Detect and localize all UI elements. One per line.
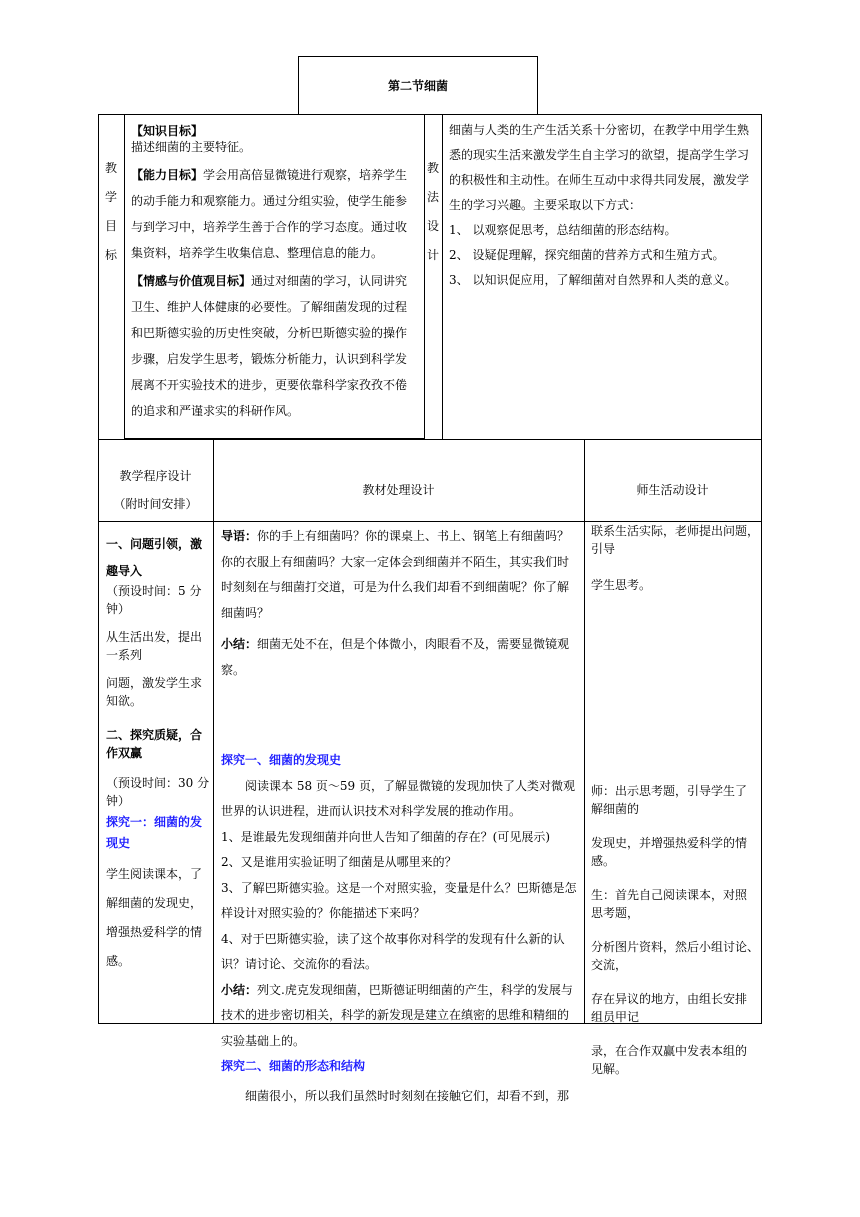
explore2-heading: 探究二、细菌的形态和结构 [221,1059,366,1073]
question-item: 3、了解巴斯德实验。这是一个对照实验，变量是什么？巴斯德是怎 [221,880,577,895]
header-activity: 师生活动设计 [636,483,709,497]
method-item: 2、 设疑促理解，探究细菌的营养方式和生殖方式。 [449,248,725,262]
ability-heading: 【能力目标】 [131,168,204,182]
activity-column: 联系生活实际，老师提出问题， 引导 学生思考。 师：出示思考题，引导学生了 解细菌的 发现史，并增强热爱科学的情 感。 生：首先自己阅读课本，对照 思考题， 分析图片资料，然后小组讨论、 交流， 存在异议的地方，由组长安排 组员甲记 录，在合作双赢中发表本组的 见解。 [591,524,760,1076]
page-title: 第二节细菌 [387,79,448,93]
section2-title: 二、探究质疑，合 [106,728,203,742]
explore1-heading: 探究一、细菌的发现史 [221,753,342,767]
question-item: 1、是谁最先发现细菌并向世人告知了细菌的存在？(可见展示) [221,829,551,844]
summary1-label: 小结： [221,637,258,651]
material-column: 导语：你的手上有细菌吗？你的课桌上、书上、钢笔上有细菌吗？ 你的衣服上有细菌吗？大家一定体会到细菌并不陌生，其实我们时 时刻刻在与细菌打交道，可是为什么我们却看不到细菌呢？你了解 细菌吗？ 小结：细菌无处不在，但是个体微小，肉眼看不及，需要显微镜观 察。 探究一、细菌的发现史 阅读课本 58 页～59 页，了解显微镜的发现加快了人类对微观 世界的认识进程，进而认识技术对科学发展的推动作用。 1、是谁最先发现细菌并向世人告知了细菌的存在？(可见展示) 2、又是谁用实验证明了细菌是从哪里来的？ 3、了解巴斯德实验。这是一个对照实验，变量是什么？巴斯德是怎 样设计对照实验的？你能描述下来吗？ 4、对于巴斯德实验，读了这个故事你对科学的发现有什么新的认 识？请讨论、交流你的看法。 小结：列文.虎克发现细菌，巴斯德证明细菌的产生，科学的发展与 技术的进步密切相关，科学的新发现是建立在缜密的思维和精细的 实验基础上的。 探究二、细菌的形态和结构 细菌很小，所以我们虽然时时刻刻在接触它们，却看不到，那 [221,524,583,1109]
header-material: 教材处理设计 [362,483,435,497]
page-title-box [298,56,538,115]
section1-title: 一、问题引领，激 [106,537,203,551]
goals-content: 【知识目标】 描述细菌的主要特征。 【能力目标】学会用高倍显微镜进行观察，培养学生 的动手能力和观察能力。通过分组实验，使学生能参 与到学习中，培养学生善于合作的学习态度。通过收 集资料，培养学生收集信息、整理信息的能力。 【情感与价值观目标】通过对细菌的学习，认同讲究 卫生、维护人体健康的必要性。了解细菌发现的过程 和巴斯德实验的历史性突破，分析巴斯德实验的操作 步骤，启发学生思考，锻炼分析能力，认识到科学发 展离不开实验技术的进步，更要依靠科学家孜孜不倦 的追求和严谨求实的科研作风。 [131,118,421,424]
knowledge-heading: 【知识目标】 [131,124,204,138]
method-item: 3、 以知识促应用，了解细菌对自然界和人类的意义。 [449,273,737,287]
summary2-label: 小结： [221,982,258,997]
question-item: 4、对于巴斯德实验，读了这个故事你对科学的发现有什么新的认 [221,931,565,946]
procedure-column: 一、问题引领，激 趣导入 （预设时间：5 分 钟） 从生活出发，提出 一系列 问题，激发学生求 知欲。 二、探究质疑，合 作双赢 （预设时间：30 分 钟） 探究一：细菌的发 现史 学生阅读课本，了 解细菌的发现史， 增强热爱科学的情 感。 [106,530,212,976]
question-item: 2、又是谁用实验证明了细菌是从哪里来的？ [221,855,457,869]
goals-label: 教 学 目 标 [104,161,117,262]
explore1-subtitle: 探究一：细菌的发 [106,815,203,829]
methods-label: 教 法 设 计 [426,161,439,262]
intro-label: 导语： [221,529,258,543]
emotion-heading: 【情感与价值观目标】 [131,274,252,288]
header-procedure: 教学程序设计 （附时间安排） [113,469,198,511]
method-item: 1、 以观察促思考，总结细菌的形态结构。 [449,223,677,237]
methods-content: 细菌与人类的生产生活关系十分密切，在教学中用学生熟 悉的现实生活来激发学生自主学习的欲望，提高学生学习 的积极性和主动性。在师生互动中求得共同发展，激发学 生的学习兴趣。主要采取以下方式： 1、 以观察促思考，总结细菌的形态结构。 2、 设疑促理解，探究细菌的营养方式和生殖方式。 3、 以知识促应用，了解细菌对自然界和人类的意义。 [449,118,759,293]
knowledge-text: 描述细菌的主要特征。 [131,140,252,154]
